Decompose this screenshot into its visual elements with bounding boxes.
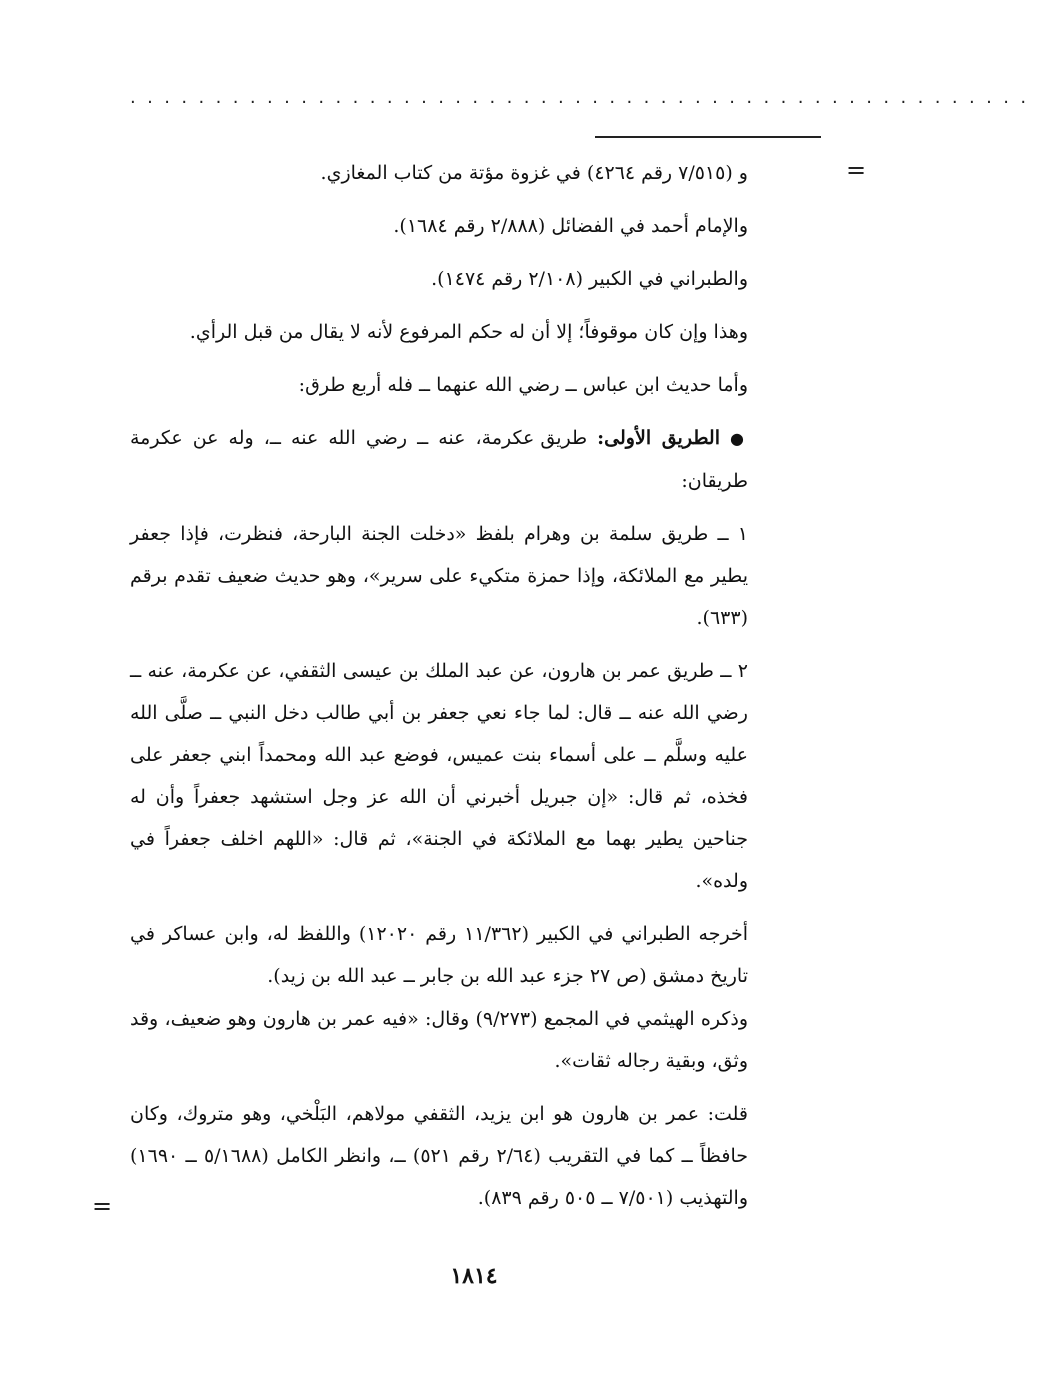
paragraph-3: والطبراني في الكبير (٢/١٠٨ رقم ١٤٧٤). bbox=[431, 268, 748, 290]
paragraph-7: ١ ــ طريق سلمة بن وهرام بلفظ «دخلت الجنة البارحة، فنظرت، فإذا جعفر يطير مع الملائكة، وإذا حمزة متكيء على سرير»، وهو حديث ضعيف تقدم برقم (٦٣٣). bbox=[130, 523, 748, 629]
bullet-icon: ● bbox=[730, 429, 748, 448]
paragraph-8: ٢ ــ طريق عمر بن هارون، عن عبد الملك بن عيسى الثقفي، عن عكرمة، عنه ــ رضي الله عنه ــ قال: لما جاء نعي جعفر بن أبي طالب دخل النبي ــ صلَّى الله عليه وسلَّم ــ على أسماء بنت عميس، فوضع عبد الله ومحمداً ابني جعفر على فخذه، ثم قال: «إن جبريل أخبرني أن الله عز وجل استشهد جعفراً وأن له جناحين يطير بهما مع الملائكة في الجنة»، ثم قال: «اللهم اخلف جعفراً في ولده». bbox=[130, 660, 748, 892]
section-lead: الطريق الأولى: bbox=[597, 427, 720, 449]
top-dotted-separator: ..................................................... bbox=[130, 87, 1037, 108]
footnote-rule bbox=[595, 136, 821, 138]
continuation-mark-bottom: = bbox=[92, 1192, 113, 1220]
paragraph-5: وأما حديث ابن عباس ــ رضي الله عنهما ــ فله أربع طرق: bbox=[298, 374, 748, 396]
paragraph-11: قلت: عمر بن هارون هو ابن يزيد، الثقفي مولاهم، البَلْخي، وهو متروك، وكان حافظاً ــ كما في التقريب (٢/٦٤ رقم ٥٢١) ــ، وانظر الكامل (٥/١٦٨٨ ــ ١٦٩٠) والتهذيب (٧/٥٠١ ــ ٥٠٥ رقم ٨٣٩). bbox=[130, 1103, 748, 1209]
page-number: ١٨١٤ bbox=[450, 1263, 498, 1289]
continuation-mark-top: = bbox=[846, 156, 867, 184]
paragraph-2: والإمام أحمد في الفضائل (٢/٨٨٨ رقم ١٦٨٤). bbox=[393, 215, 748, 237]
paragraph-10: وذكره الهيثمي في المجمع (٩/٢٧٣) وقال: «فيه عمر بن هارون وهو ضعيف، وقد وثق، وبقية رجاله ثقات». bbox=[130, 1008, 749, 1072]
paragraph-1: و (٧/٥١٥ رقم ٤٢٦٤) في غزوة مؤتة من كتاب المغازي. bbox=[320, 162, 748, 184]
paragraph-9: أخرجه الطبراني في الكبير (١١/٣٦٢ رقم ١٢٠٢٠) واللفظ له، وابن عساكر في تاريخ دمشق (ص ٢٧ جزء عبد الله بن جابر ــ عبد الله بن زيد). bbox=[130, 923, 748, 987]
paragraph-6 bbox=[130, 417, 748, 502]
paragraph-4: وهذا وإن كان موقوفاً؛ إلا أن له حكم المرفوع لأنه لا يقال من قبل الرأي. bbox=[189, 321, 748, 343]
footnote-body bbox=[130, 152, 748, 1230]
section-text: طريق عكرمة، عنه ــ رضي الله عنه ــ، وله عن عكرمة طريقان: bbox=[130, 427, 748, 492]
